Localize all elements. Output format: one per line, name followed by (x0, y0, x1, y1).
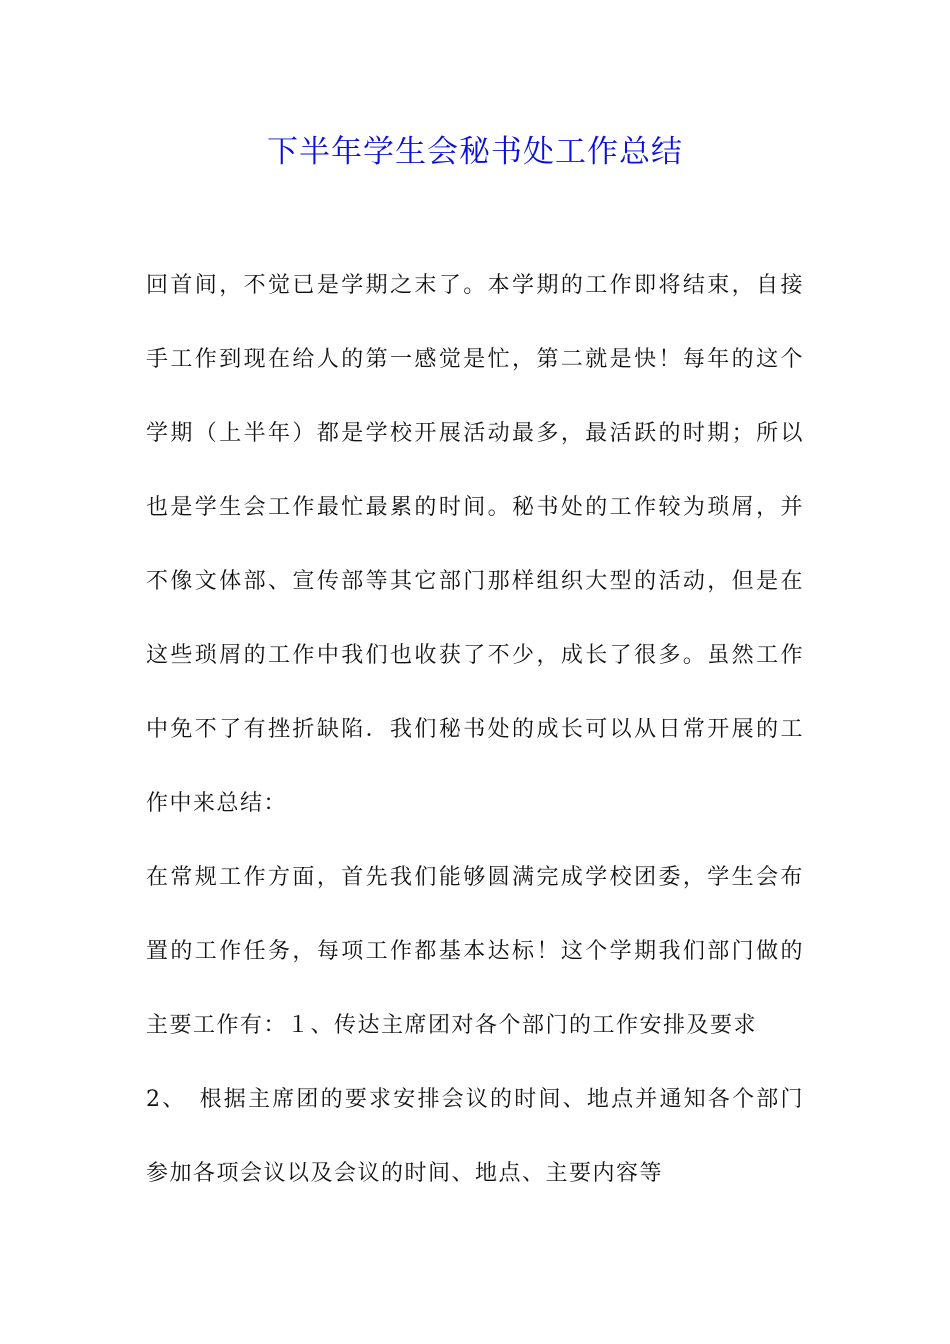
body-line: 在常规工作方面，首先我们能够圆满完成学校团委，学生会布 (146, 865, 804, 890)
document-body (146, 265, 816, 1227)
body-line: 主要工作有：１、传达主席团对各个部门的工作安排及要求 (146, 1013, 758, 1038)
body-line: 手工作到现在给人的第一感觉是忙，第二就是快！每年的这个 (146, 347, 804, 372)
body-line: 回首间，不觉已是学期之末了。本学期的工作即将结束，自接 (146, 273, 804, 298)
document-title: 下半年学生会秘书处工作总结 (267, 134, 683, 170)
body-line: 2、 根据主席团的要求安排会议的时间、地点并通知各个部门 (146, 1087, 804, 1112)
body-line: 学期（上半年）都是学校开展活动最多，最活跃的时期；所以 (146, 421, 804, 446)
body-line: 这些琐屑的工作中我们也收获了不少，成长了很多。虽然工作 (146, 643, 804, 668)
body-line: 不像文体部、宣传部等其它部门那样组织大型的活动，但是在 (146, 569, 804, 594)
body-line: 也是学生会工作最忙最累的时间。秘书处的工作较为琐屑，并 (146, 495, 804, 520)
body-line: 中免不了有挫折缺陷．我们秘书处的成长可以从日常开展的工 (146, 717, 804, 742)
body-line: 参加各项会议以及会议的时间、地点、主要内容等 (146, 1161, 664, 1186)
body-line: 置的工作任务，每项工作都基本达标！这个学期我们部门做的 (146, 939, 804, 964)
body-line: 作中来总结： (146, 791, 288, 816)
